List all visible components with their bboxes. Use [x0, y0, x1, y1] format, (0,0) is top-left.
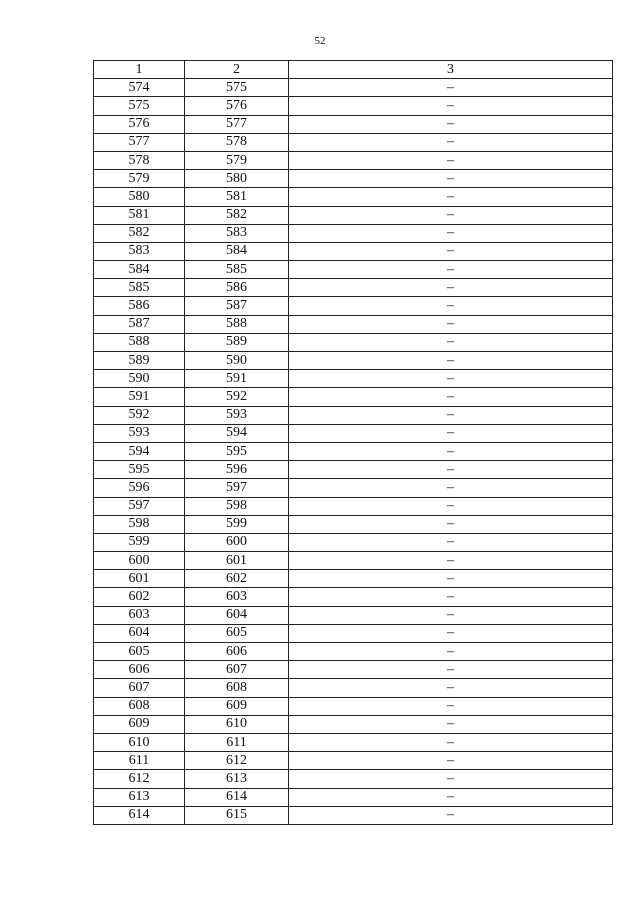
table-cell-col-3: – [289, 79, 613, 97]
table-cell-col-2: 614 [185, 788, 289, 806]
table-cell-col-1: 587 [94, 315, 185, 333]
table-cell-col-3: – [289, 151, 613, 169]
table-cell-col-1: 599 [94, 533, 185, 551]
table-cell-col-3: – [289, 424, 613, 442]
table-cell-col-2: 598 [185, 497, 289, 515]
table-cell-col-2: 591 [185, 370, 289, 388]
table-row [94, 242, 613, 260]
table-cell-col-1: 579 [94, 170, 185, 188]
table-cell-col-2: 583 [185, 224, 289, 242]
table-cell-col-2: 579 [185, 151, 289, 169]
table-cell-col-1: 598 [94, 515, 185, 533]
table-cell-col-3: – [289, 588, 613, 606]
table-cell-col-3: – [289, 352, 613, 370]
table-cell-col-3: – [289, 497, 613, 515]
table-cell-col-1: 610 [94, 733, 185, 751]
table-cell-col-2: 612 [185, 752, 289, 770]
table-row [94, 770, 613, 788]
table-cell-col-1: 589 [94, 352, 185, 370]
table-cell-col-1: 608 [94, 697, 185, 715]
table-cell-col-2: 600 [185, 533, 289, 551]
table-cell-col-1: 583 [94, 242, 185, 260]
table-body [94, 79, 613, 825]
table-row [94, 679, 613, 697]
table-cell-col-1: 578 [94, 151, 185, 169]
table-cell-col-3: – [289, 643, 613, 661]
table-cell-col-1: 581 [94, 206, 185, 224]
table-cell-col-1: 580 [94, 188, 185, 206]
table-cell-col-1: 576 [94, 115, 185, 133]
table-cell-col-2: 578 [185, 133, 289, 151]
table-cell-col-2: 602 [185, 570, 289, 588]
table-cell-col-3: – [289, 279, 613, 297]
table-row [94, 188, 613, 206]
table-cell-col-2: 586 [185, 279, 289, 297]
table-cell-col-2: 613 [185, 770, 289, 788]
table-cell-col-2: 577 [185, 115, 289, 133]
table-cell-col-2: 605 [185, 624, 289, 642]
table-cell-col-3: – [289, 206, 613, 224]
table-cell-col-1: 593 [94, 424, 185, 442]
column-header-2: 2 [185, 61, 289, 79]
table-row [94, 406, 613, 424]
table-row [94, 533, 613, 551]
table-row [94, 133, 613, 151]
table-row [94, 388, 613, 406]
table-cell-col-2: 588 [185, 315, 289, 333]
table-row [94, 552, 613, 570]
table-cell-col-3: – [289, 261, 613, 279]
table-cell-col-2: 610 [185, 715, 289, 733]
table-cell-col-2: 595 [185, 442, 289, 460]
table-cell-col-1: 582 [94, 224, 185, 242]
table-cell-col-2: 585 [185, 261, 289, 279]
table-row [94, 715, 613, 733]
column-header-1: 1 [94, 61, 185, 79]
table-cell-col-2: 611 [185, 733, 289, 751]
table-cell-col-2: 601 [185, 552, 289, 570]
table-row [94, 588, 613, 606]
table-row [94, 806, 613, 824]
table-cell-col-3: – [289, 406, 613, 424]
table-row [94, 97, 613, 115]
table-cell-col-2: 587 [185, 297, 289, 315]
table-cell-col-1: 605 [94, 643, 185, 661]
table-cell-col-1: 591 [94, 388, 185, 406]
table-cell-col-2: 593 [185, 406, 289, 424]
table-cell-col-1: 592 [94, 406, 185, 424]
table-cell-col-3: – [289, 170, 613, 188]
table-cell-col-1: 602 [94, 588, 185, 606]
table-row [94, 442, 613, 460]
table-header-row [94, 61, 613, 79]
table-cell-col-3: – [289, 606, 613, 624]
table-cell-col-3: – [289, 697, 613, 715]
table-row [94, 643, 613, 661]
table-row [94, 515, 613, 533]
table-cell-col-1: 600 [94, 552, 185, 570]
table-cell-col-2: 592 [185, 388, 289, 406]
table-cell-col-2: 607 [185, 661, 289, 679]
table-cell-col-2: 596 [185, 461, 289, 479]
table-cell-col-1: 595 [94, 461, 185, 479]
table-row [94, 370, 613, 388]
table-row [94, 733, 613, 751]
table-cell-col-1: 574 [94, 79, 185, 97]
table-cell-col-3: – [289, 388, 613, 406]
table-cell-col-3: – [289, 661, 613, 679]
table-row [94, 224, 613, 242]
table-cell-col-1: 577 [94, 133, 185, 151]
table-cell-col-2: 604 [185, 606, 289, 624]
table-row [94, 279, 613, 297]
table-cell-col-1: 611 [94, 752, 185, 770]
table-cell-col-2: 576 [185, 97, 289, 115]
table-cell-col-1: 597 [94, 497, 185, 515]
table-cell-col-1: 594 [94, 442, 185, 460]
table-row [94, 752, 613, 770]
column-header-3: 3 [289, 61, 613, 79]
table-cell-col-3: – [289, 188, 613, 206]
table-row [94, 570, 613, 588]
table-cell-col-1: 607 [94, 679, 185, 697]
table-cell-col-2: 615 [185, 806, 289, 824]
table-cell-col-3: – [289, 442, 613, 460]
table-cell-col-1: 601 [94, 570, 185, 588]
table-cell-col-1: 606 [94, 661, 185, 679]
table-row [94, 788, 613, 806]
table-cell-col-2: 599 [185, 515, 289, 533]
table-cell-col-2: 608 [185, 679, 289, 697]
table-cell-col-1: 609 [94, 715, 185, 733]
table-cell-col-2: 603 [185, 588, 289, 606]
table-cell-col-3: – [289, 370, 613, 388]
data-table [93, 60, 613, 825]
table-row [94, 461, 613, 479]
table-row [94, 424, 613, 442]
table-cell-col-2: 609 [185, 697, 289, 715]
table-cell-col-1: 584 [94, 261, 185, 279]
table-cell-col-1: 613 [94, 788, 185, 806]
table-cell-col-3: – [289, 242, 613, 260]
table-row [94, 697, 613, 715]
table-cell-col-1: 614 [94, 806, 185, 824]
table-cell-col-3: – [289, 97, 613, 115]
table-cell-col-1: 596 [94, 479, 185, 497]
table-cell-col-3: – [289, 461, 613, 479]
table-cell-col-1: 590 [94, 370, 185, 388]
table-cell-col-3: – [289, 333, 613, 351]
table-cell-col-3: – [289, 552, 613, 570]
table-cell-col-2: 575 [185, 79, 289, 97]
table-row [94, 170, 613, 188]
table-row [94, 115, 613, 133]
table-row [94, 624, 613, 642]
table-cell-col-3: – [289, 788, 613, 806]
table-row [94, 261, 613, 279]
table-row [94, 315, 613, 333]
table-cell-col-1: 603 [94, 606, 185, 624]
table-cell-col-1: 604 [94, 624, 185, 642]
table-cell-col-3: – [289, 570, 613, 588]
table-cell-col-2: 590 [185, 352, 289, 370]
table-cell-col-3: – [289, 515, 613, 533]
table-cell-col-1: 585 [94, 279, 185, 297]
table-cell-col-3: – [289, 533, 613, 551]
table-cell-col-1: 612 [94, 770, 185, 788]
table-cell-col-2: 597 [185, 479, 289, 497]
table-cell-col-3: – [289, 315, 613, 333]
table-row [94, 151, 613, 169]
page-number: 52 [314, 35, 326, 47]
table-row [94, 497, 613, 515]
table-cell-col-3: – [289, 115, 613, 133]
table-row [94, 661, 613, 679]
table-cell-col-3: – [289, 806, 613, 824]
table-cell-col-3: – [289, 770, 613, 788]
table-cell-col-1: 575 [94, 97, 185, 115]
table-row [94, 297, 613, 315]
table-cell-col-3: – [289, 715, 613, 733]
table-cell-col-3: – [289, 752, 613, 770]
table-row [94, 352, 613, 370]
table-cell-col-3: – [289, 624, 613, 642]
table-cell-col-3: – [289, 224, 613, 242]
table-cell-col-2: 594 [185, 424, 289, 442]
table-cell-col-2: 582 [185, 206, 289, 224]
table-cell-col-3: – [289, 297, 613, 315]
table-cell-col-2: 589 [185, 333, 289, 351]
table-row [94, 606, 613, 624]
table-cell-col-2: 584 [185, 242, 289, 260]
table-cell-col-3: – [289, 679, 613, 697]
table-row [94, 79, 613, 97]
table-cell-col-2: 606 [185, 643, 289, 661]
table-cell-col-2: 580 [185, 170, 289, 188]
table-row [94, 479, 613, 497]
table-cell-col-1: 586 [94, 297, 185, 315]
table-cell-col-3: – [289, 733, 613, 751]
table-cell-col-3: – [289, 133, 613, 151]
table-cell-col-3: – [289, 479, 613, 497]
table-row [94, 206, 613, 224]
table-row [94, 333, 613, 351]
table-cell-col-2: 581 [185, 188, 289, 206]
table-cell-col-1: 588 [94, 333, 185, 351]
